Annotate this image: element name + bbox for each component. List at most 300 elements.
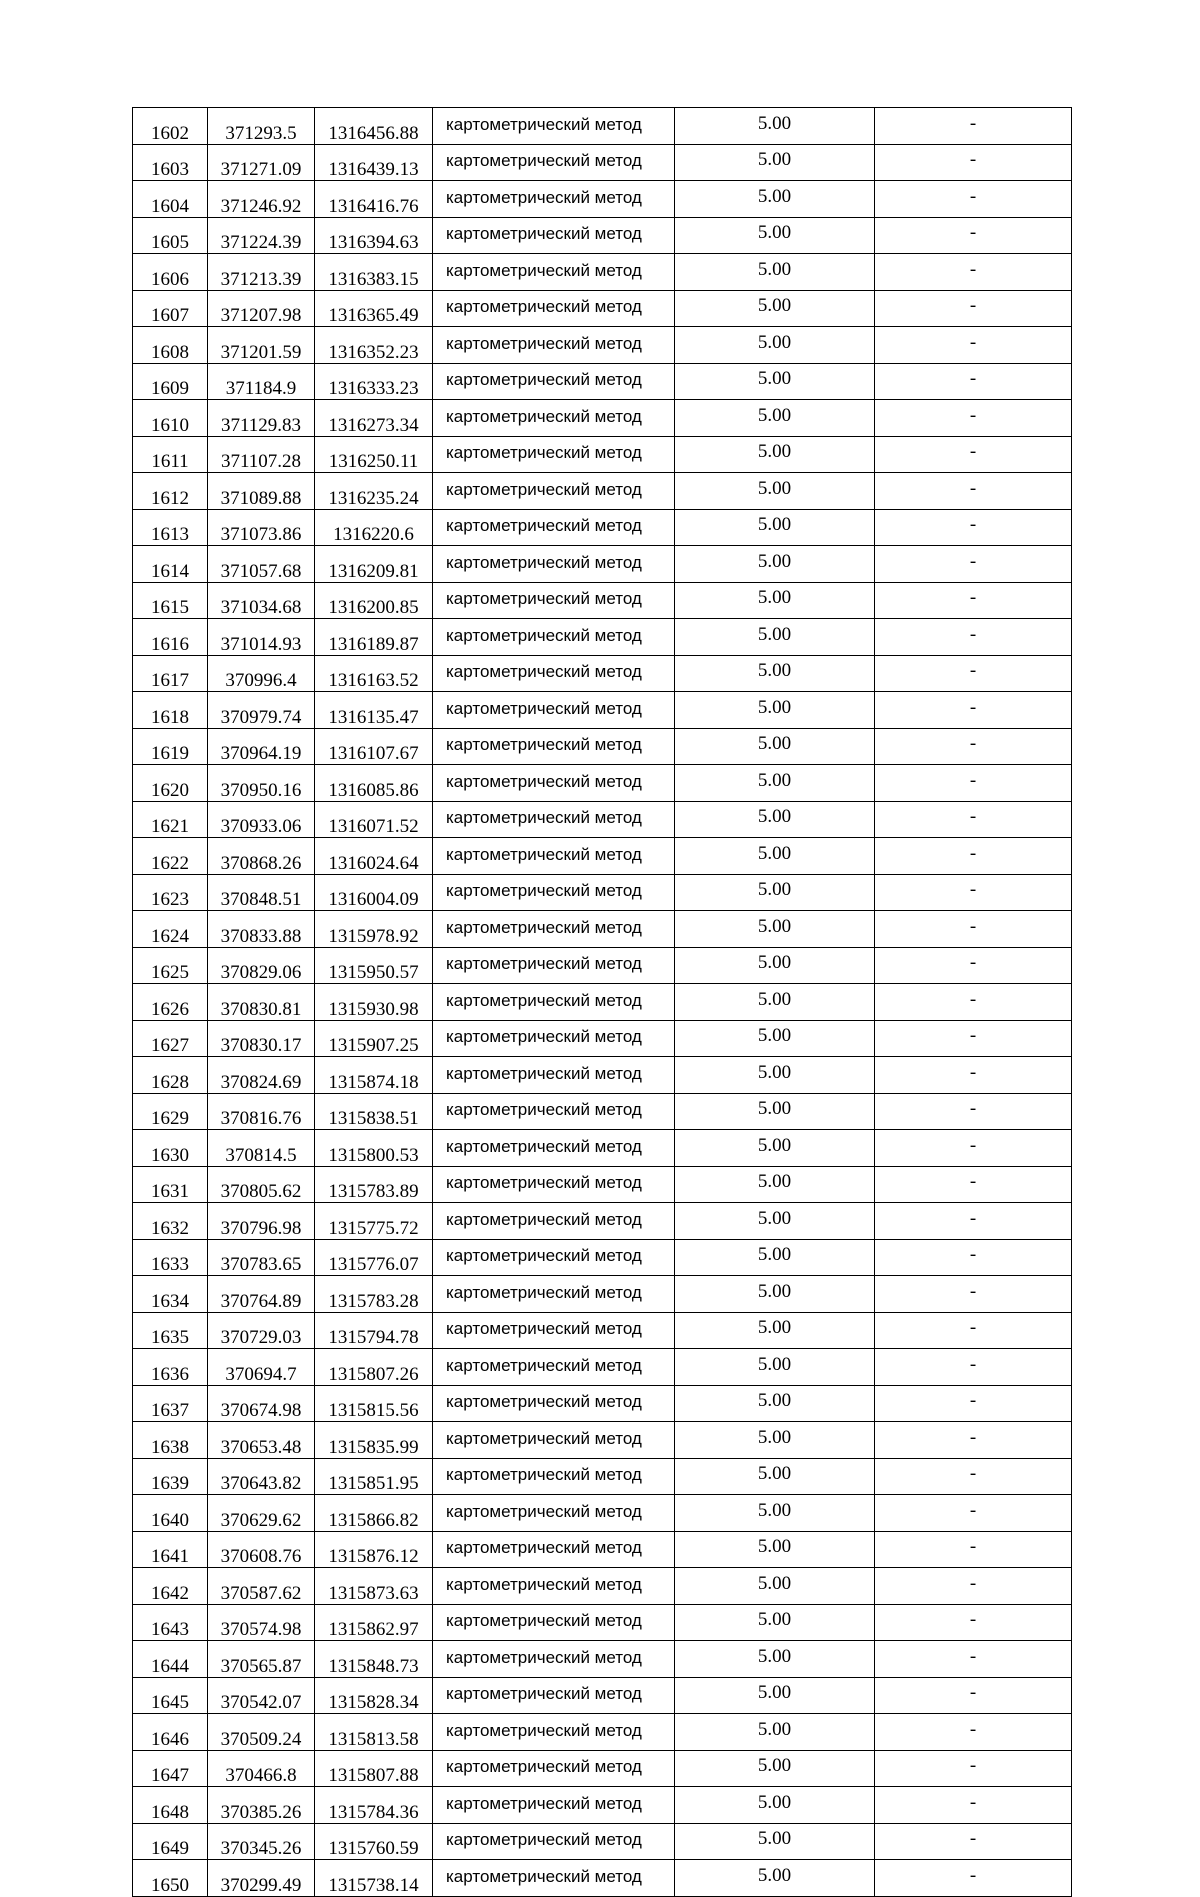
table-row <box>133 217 1072 254</box>
accuracy-cell: 5.00 <box>675 436 875 473</box>
method-cell: картометрический метод <box>433 473 675 510</box>
method-cell: картометрический метод <box>433 217 675 254</box>
table-row <box>133 1239 1072 1276</box>
accuracy-cell: 5.00 <box>675 1385 875 1422</box>
method-cell: картометрический метод <box>433 1568 675 1605</box>
description-cell: - <box>875 1860 1072 1897</box>
description-cell: - <box>875 692 1072 729</box>
point-number-cell: 1645 <box>133 1677 208 1714</box>
table-row <box>133 1020 1072 1057</box>
description-cell: - <box>875 1531 1072 1568</box>
y-coordinate-cell: 1315783.89 <box>315 1166 433 1203</box>
y-coordinate-cell: 1315862.97 <box>315 1604 433 1641</box>
method-cell: картометрический метод <box>433 874 675 911</box>
accuracy-cell: 5.00 <box>675 1020 875 1057</box>
point-number-cell: 1616 <box>133 619 208 656</box>
method-cell: картометрический метод <box>433 801 675 838</box>
method-cell: картометрический метод <box>433 838 675 875</box>
x-coordinate-cell: 371034.68 <box>208 582 315 619</box>
point-number-cell: 1610 <box>133 400 208 437</box>
y-coordinate-cell: 1315738.14 <box>315 1860 433 1897</box>
x-coordinate-cell: 370466.8 <box>208 1750 315 1787</box>
point-number-cell: 1602 <box>133 108 208 145</box>
accuracy-cell: 5.00 <box>675 1750 875 1787</box>
description-cell: - <box>875 327 1072 364</box>
accuracy-cell: 5.00 <box>675 728 875 765</box>
point-number-cell: 1614 <box>133 546 208 583</box>
point-number-cell: 1635 <box>133 1312 208 1349</box>
y-coordinate-cell: 1316024.64 <box>315 838 433 875</box>
table-row <box>133 655 1072 692</box>
coordinates-table <box>132 107 1072 1897</box>
description-cell: - <box>875 984 1072 1021</box>
point-number-cell: 1643 <box>133 1604 208 1641</box>
y-coordinate-cell: 1316085.86 <box>315 765 433 802</box>
method-cell: картометрический метод <box>433 1823 675 1860</box>
x-coordinate-cell: 370565.87 <box>208 1641 315 1678</box>
method-cell: картометрический метод <box>433 1057 675 1094</box>
x-coordinate-cell: 371224.39 <box>208 217 315 254</box>
accuracy-cell: 5.00 <box>675 546 875 583</box>
table-row <box>133 108 1072 145</box>
point-number-cell: 1613 <box>133 509 208 546</box>
y-coordinate-cell: 1316135.47 <box>315 692 433 729</box>
method-cell: картометрический метод <box>433 1276 675 1313</box>
description-cell: - <box>875 1020 1072 1057</box>
description-cell: - <box>875 801 1072 838</box>
method-cell: картометрический метод <box>433 400 675 437</box>
method-cell: картометрический метод <box>433 254 675 291</box>
description-cell: - <box>875 1057 1072 1094</box>
accuracy-cell: 5.00 <box>675 1057 875 1094</box>
accuracy-cell: 5.00 <box>675 1677 875 1714</box>
point-number-cell: 1604 <box>133 181 208 218</box>
description-cell: - <box>875 217 1072 254</box>
point-number-cell: 1617 <box>133 655 208 692</box>
description-cell: - <box>875 1823 1072 1860</box>
description-cell: - <box>875 363 1072 400</box>
x-coordinate-cell: 371246.92 <box>208 181 315 218</box>
table-row <box>133 1349 1072 1386</box>
y-coordinate-cell: 1316383.15 <box>315 254 433 291</box>
description-cell: - <box>875 655 1072 692</box>
x-coordinate-cell: 371073.86 <box>208 509 315 546</box>
method-cell: картометрический метод <box>433 181 675 218</box>
y-coordinate-cell: 1316352.23 <box>315 327 433 364</box>
accuracy-cell: 5.00 <box>675 1568 875 1605</box>
description-cell: - <box>875 473 1072 510</box>
accuracy-cell: 5.00 <box>675 1604 875 1641</box>
method-cell: картометрический метод <box>433 1130 675 1167</box>
method-cell: картометрический метод <box>433 363 675 400</box>
table-row <box>133 327 1072 364</box>
x-coordinate-cell: 370964.19 <box>208 728 315 765</box>
x-coordinate-cell: 370345.26 <box>208 1823 315 1860</box>
table-row <box>133 181 1072 218</box>
accuracy-cell: 5.00 <box>675 619 875 656</box>
y-coordinate-cell: 1315813.58 <box>315 1714 433 1751</box>
point-number-cell: 1620 <box>133 765 208 802</box>
table-row <box>133 1057 1072 1094</box>
point-number-cell: 1619 <box>133 728 208 765</box>
point-number-cell: 1629 <box>133 1093 208 1130</box>
x-coordinate-cell: 370868.26 <box>208 838 315 875</box>
point-number-cell: 1611 <box>133 436 208 473</box>
table-row <box>133 582 1072 619</box>
y-coordinate-cell: 1316439.13 <box>315 144 433 181</box>
point-number-cell: 1648 <box>133 1787 208 1824</box>
accuracy-cell: 5.00 <box>675 254 875 291</box>
method-cell: картометрический метод <box>433 436 675 473</box>
method-cell: картометрический метод <box>433 546 675 583</box>
accuracy-cell: 5.00 <box>675 1823 875 1860</box>
table-row <box>133 1714 1072 1751</box>
description-cell: - <box>875 874 1072 911</box>
description-cell: - <box>875 1312 1072 1349</box>
point-number-cell: 1649 <box>133 1823 208 1860</box>
table-row <box>133 1276 1072 1313</box>
y-coordinate-cell: 1315978.92 <box>315 911 433 948</box>
description-cell: - <box>875 1458 1072 1495</box>
description-cell: - <box>875 546 1072 583</box>
description-cell: - <box>875 1604 1072 1641</box>
method-cell: картометрический метод <box>433 692 675 729</box>
accuracy-cell: 5.00 <box>675 911 875 948</box>
y-coordinate-cell: 1316163.52 <box>315 655 433 692</box>
x-coordinate-cell: 370694.7 <box>208 1349 315 1386</box>
description-cell: - <box>875 1239 1072 1276</box>
method-cell: картометрический метод <box>433 1093 675 1130</box>
x-coordinate-cell: 370783.65 <box>208 1239 315 1276</box>
x-coordinate-cell: 370816.76 <box>208 1093 315 1130</box>
point-number-cell: 1603 <box>133 144 208 181</box>
description-cell: - <box>875 1714 1072 1751</box>
point-number-cell: 1644 <box>133 1641 208 1678</box>
table-row <box>133 473 1072 510</box>
y-coordinate-cell: 1315776.07 <box>315 1239 433 1276</box>
x-coordinate-cell: 371057.68 <box>208 546 315 583</box>
table-row <box>133 1641 1072 1678</box>
description-cell: - <box>875 765 1072 802</box>
point-number-cell: 1647 <box>133 1750 208 1787</box>
y-coordinate-cell: 1316333.23 <box>315 363 433 400</box>
table-row <box>133 765 1072 802</box>
description-cell: - <box>875 728 1072 765</box>
accuracy-cell: 5.00 <box>675 327 875 364</box>
y-coordinate-cell: 1315794.78 <box>315 1312 433 1349</box>
y-coordinate-cell: 1315835.99 <box>315 1422 433 1459</box>
y-coordinate-cell: 1316004.09 <box>315 874 433 911</box>
x-coordinate-cell: 370542.07 <box>208 1677 315 1714</box>
method-cell: картометрический метод <box>433 984 675 1021</box>
table-row <box>133 728 1072 765</box>
point-number-cell: 1607 <box>133 290 208 327</box>
method-cell: картометрический метод <box>433 1641 675 1678</box>
accuracy-cell: 5.00 <box>675 1130 875 1167</box>
point-number-cell: 1608 <box>133 327 208 364</box>
table-row <box>133 1568 1072 1605</box>
y-coordinate-cell: 1316273.34 <box>315 400 433 437</box>
y-coordinate-cell: 1315907.25 <box>315 1020 433 1057</box>
method-cell: картометрический метод <box>433 582 675 619</box>
table-row <box>133 911 1072 948</box>
method-cell: картометрический метод <box>433 290 675 327</box>
description-cell: - <box>875 1166 1072 1203</box>
table-row <box>133 1860 1072 1897</box>
point-number-cell: 1631 <box>133 1166 208 1203</box>
coordinates-table-body <box>133 108 1072 1897</box>
x-coordinate-cell: 370950.16 <box>208 765 315 802</box>
y-coordinate-cell: 1315873.63 <box>315 1568 433 1605</box>
table-row <box>133 363 1072 400</box>
accuracy-cell: 5.00 <box>675 217 875 254</box>
point-number-cell: 1625 <box>133 947 208 984</box>
point-number-cell: 1627 <box>133 1020 208 1057</box>
x-coordinate-cell: 371201.59 <box>208 327 315 364</box>
x-coordinate-cell: 370674.98 <box>208 1385 315 1422</box>
y-coordinate-cell: 1315807.88 <box>315 1750 433 1787</box>
point-number-cell: 1634 <box>133 1276 208 1313</box>
method-cell: картометрический метод <box>433 1349 675 1386</box>
x-coordinate-cell: 371184.9 <box>208 363 315 400</box>
point-number-cell: 1640 <box>133 1495 208 1532</box>
table-row <box>133 254 1072 291</box>
table-row <box>133 947 1072 984</box>
x-coordinate-cell: 371107.28 <box>208 436 315 473</box>
table-row <box>133 1093 1072 1130</box>
x-coordinate-cell: 370805.62 <box>208 1166 315 1203</box>
point-number-cell: 1636 <box>133 1349 208 1386</box>
point-number-cell: 1650 <box>133 1860 208 1897</box>
y-coordinate-cell: 1315775.72 <box>315 1203 433 1240</box>
method-cell: картометрический метод <box>433 765 675 802</box>
method-cell: картометрический метод <box>433 144 675 181</box>
method-cell: картометрический метод <box>433 1312 675 1349</box>
method-cell: картометрический метод <box>433 1787 675 1824</box>
accuracy-cell: 5.00 <box>675 1531 875 1568</box>
x-coordinate-cell: 370643.82 <box>208 1458 315 1495</box>
point-number-cell: 1639 <box>133 1458 208 1495</box>
point-number-cell: 1628 <box>133 1057 208 1094</box>
accuracy-cell: 5.00 <box>675 984 875 1021</box>
table-row <box>133 1677 1072 1714</box>
method-cell: картометрический метод <box>433 509 675 546</box>
x-coordinate-cell: 370729.03 <box>208 1312 315 1349</box>
point-number-cell: 1630 <box>133 1130 208 1167</box>
method-cell: картометрический метод <box>433 108 675 145</box>
accuracy-cell: 5.00 <box>675 874 875 911</box>
x-coordinate-cell: 370824.69 <box>208 1057 315 1094</box>
accuracy-cell: 5.00 <box>675 1641 875 1678</box>
method-cell: картометрический метод <box>433 1020 675 1057</box>
point-number-cell: 1622 <box>133 838 208 875</box>
method-cell: картометрический метод <box>433 1714 675 1751</box>
x-coordinate-cell: 370830.81 <box>208 984 315 1021</box>
table-row <box>133 1385 1072 1422</box>
x-coordinate-cell: 371089.88 <box>208 473 315 510</box>
x-coordinate-cell: 370653.48 <box>208 1422 315 1459</box>
accuracy-cell: 5.00 <box>675 692 875 729</box>
table-row <box>133 1823 1072 1860</box>
y-coordinate-cell: 1315784.36 <box>315 1787 433 1824</box>
y-coordinate-cell: 1315876.12 <box>315 1531 433 1568</box>
accuracy-cell: 5.00 <box>675 1860 875 1897</box>
y-coordinate-cell: 1315848.73 <box>315 1641 433 1678</box>
table-row <box>133 838 1072 875</box>
method-cell: картометрический метод <box>433 1495 675 1532</box>
accuracy-cell: 5.00 <box>675 363 875 400</box>
description-cell: - <box>875 1568 1072 1605</box>
y-coordinate-cell: 1315800.53 <box>315 1130 433 1167</box>
table-row <box>133 1458 1072 1495</box>
table-row <box>133 1750 1072 1787</box>
description-cell: - <box>875 108 1072 145</box>
accuracy-cell: 5.00 <box>675 1458 875 1495</box>
point-number-cell: 1642 <box>133 1568 208 1605</box>
y-coordinate-cell: 1315950.57 <box>315 947 433 984</box>
description-cell: - <box>875 1349 1072 1386</box>
description-cell: - <box>875 1276 1072 1313</box>
accuracy-cell: 5.00 <box>675 1787 875 1824</box>
x-coordinate-cell: 370629.62 <box>208 1495 315 1532</box>
accuracy-cell: 5.00 <box>675 290 875 327</box>
table-row <box>133 546 1072 583</box>
y-coordinate-cell: 1316200.85 <box>315 582 433 619</box>
description-cell: - <box>875 436 1072 473</box>
method-cell: картометрический метод <box>433 911 675 948</box>
description-cell: - <box>875 1093 1072 1130</box>
accuracy-cell: 5.00 <box>675 108 875 145</box>
point-number-cell: 1609 <box>133 363 208 400</box>
point-number-cell: 1637 <box>133 1385 208 1422</box>
method-cell: картометрический метод <box>433 1860 675 1897</box>
table-row <box>133 692 1072 729</box>
method-cell: картометрический метод <box>433 1531 675 1568</box>
table-row <box>133 509 1072 546</box>
x-coordinate-cell: 370833.88 <box>208 911 315 948</box>
point-number-cell: 1641 <box>133 1531 208 1568</box>
x-coordinate-cell: 370509.24 <box>208 1714 315 1751</box>
x-coordinate-cell: 370608.76 <box>208 1531 315 1568</box>
table-row <box>133 1203 1072 1240</box>
accuracy-cell: 5.00 <box>675 1203 875 1240</box>
y-coordinate-cell: 1316394.63 <box>315 217 433 254</box>
accuracy-cell: 5.00 <box>675 473 875 510</box>
point-number-cell: 1621 <box>133 801 208 838</box>
point-number-cell: 1638 <box>133 1422 208 1459</box>
table-row <box>133 436 1072 473</box>
description-cell: - <box>875 1130 1072 1167</box>
accuracy-cell: 5.00 <box>675 655 875 692</box>
table-row <box>133 1422 1072 1459</box>
description-cell: - <box>875 947 1072 984</box>
description-cell: - <box>875 509 1072 546</box>
description-cell: - <box>875 838 1072 875</box>
table-row <box>133 1604 1072 1641</box>
accuracy-cell: 5.00 <box>675 1714 875 1751</box>
table-row <box>133 290 1072 327</box>
method-cell: картометрический метод <box>433 1422 675 1459</box>
accuracy-cell: 5.00 <box>675 181 875 218</box>
method-cell: картометрический метод <box>433 619 675 656</box>
method-cell: картометрический метод <box>433 1750 675 1787</box>
x-coordinate-cell: 371129.83 <box>208 400 315 437</box>
accuracy-cell: 5.00 <box>675 1166 875 1203</box>
point-number-cell: 1615 <box>133 582 208 619</box>
y-coordinate-cell: 1315783.28 <box>315 1276 433 1313</box>
x-coordinate-cell: 370587.62 <box>208 1568 315 1605</box>
accuracy-cell: 5.00 <box>675 838 875 875</box>
method-cell: картометрический метод <box>433 1239 675 1276</box>
y-coordinate-cell: 1315760.59 <box>315 1823 433 1860</box>
table-row <box>133 400 1072 437</box>
y-coordinate-cell: 1316071.52 <box>315 801 433 838</box>
point-number-cell: 1606 <box>133 254 208 291</box>
accuracy-cell: 5.00 <box>675 1239 875 1276</box>
point-number-cell: 1624 <box>133 911 208 948</box>
method-cell: картометрический метод <box>433 1385 675 1422</box>
y-coordinate-cell: 1315930.98 <box>315 984 433 1021</box>
y-coordinate-cell: 1316220.6 <box>315 509 433 546</box>
accuracy-cell: 5.00 <box>675 1312 875 1349</box>
description-cell: - <box>875 1495 1072 1532</box>
y-coordinate-cell: 1316107.67 <box>315 728 433 765</box>
table-row <box>133 1495 1072 1532</box>
method-cell: картометрический метод <box>433 1677 675 1714</box>
y-coordinate-cell: 1315851.95 <box>315 1458 433 1495</box>
y-coordinate-cell: 1315866.82 <box>315 1495 433 1532</box>
description-cell: - <box>875 582 1072 619</box>
accuracy-cell: 5.00 <box>675 1422 875 1459</box>
x-coordinate-cell: 370796.98 <box>208 1203 315 1240</box>
accuracy-cell: 5.00 <box>675 509 875 546</box>
accuracy-cell: 5.00 <box>675 1093 875 1130</box>
x-coordinate-cell: 371213.39 <box>208 254 315 291</box>
x-coordinate-cell: 371293.5 <box>208 108 315 145</box>
description-cell: - <box>875 619 1072 656</box>
y-coordinate-cell: 1315828.34 <box>315 1677 433 1714</box>
accuracy-cell: 5.00 <box>675 400 875 437</box>
description-cell: - <box>875 1422 1072 1459</box>
x-coordinate-cell: 371014.93 <box>208 619 315 656</box>
accuracy-cell: 5.00 <box>675 801 875 838</box>
table-row <box>133 1166 1072 1203</box>
x-coordinate-cell: 370979.74 <box>208 692 315 729</box>
accuracy-cell: 5.00 <box>675 947 875 984</box>
point-number-cell: 1646 <box>133 1714 208 1751</box>
x-coordinate-cell: 370385.26 <box>208 1787 315 1824</box>
table-row <box>133 1787 1072 1824</box>
table-row <box>133 801 1072 838</box>
y-coordinate-cell: 1316250.11 <box>315 436 433 473</box>
point-number-cell: 1612 <box>133 473 208 510</box>
table-row <box>133 1531 1072 1568</box>
y-coordinate-cell: 1315838.51 <box>315 1093 433 1130</box>
method-cell: картометрический метод <box>433 1166 675 1203</box>
x-coordinate-cell: 370996.4 <box>208 655 315 692</box>
description-cell: - <box>875 400 1072 437</box>
point-number-cell: 1605 <box>133 217 208 254</box>
accuracy-cell: 5.00 <box>675 582 875 619</box>
method-cell: картометрический метод <box>433 655 675 692</box>
x-coordinate-cell: 370764.89 <box>208 1276 315 1313</box>
point-number-cell: 1633 <box>133 1239 208 1276</box>
description-cell: - <box>875 254 1072 291</box>
y-coordinate-cell: 1316416.76 <box>315 181 433 218</box>
description-cell: - <box>875 1641 1072 1678</box>
point-number-cell: 1623 <box>133 874 208 911</box>
point-number-cell: 1618 <box>133 692 208 729</box>
